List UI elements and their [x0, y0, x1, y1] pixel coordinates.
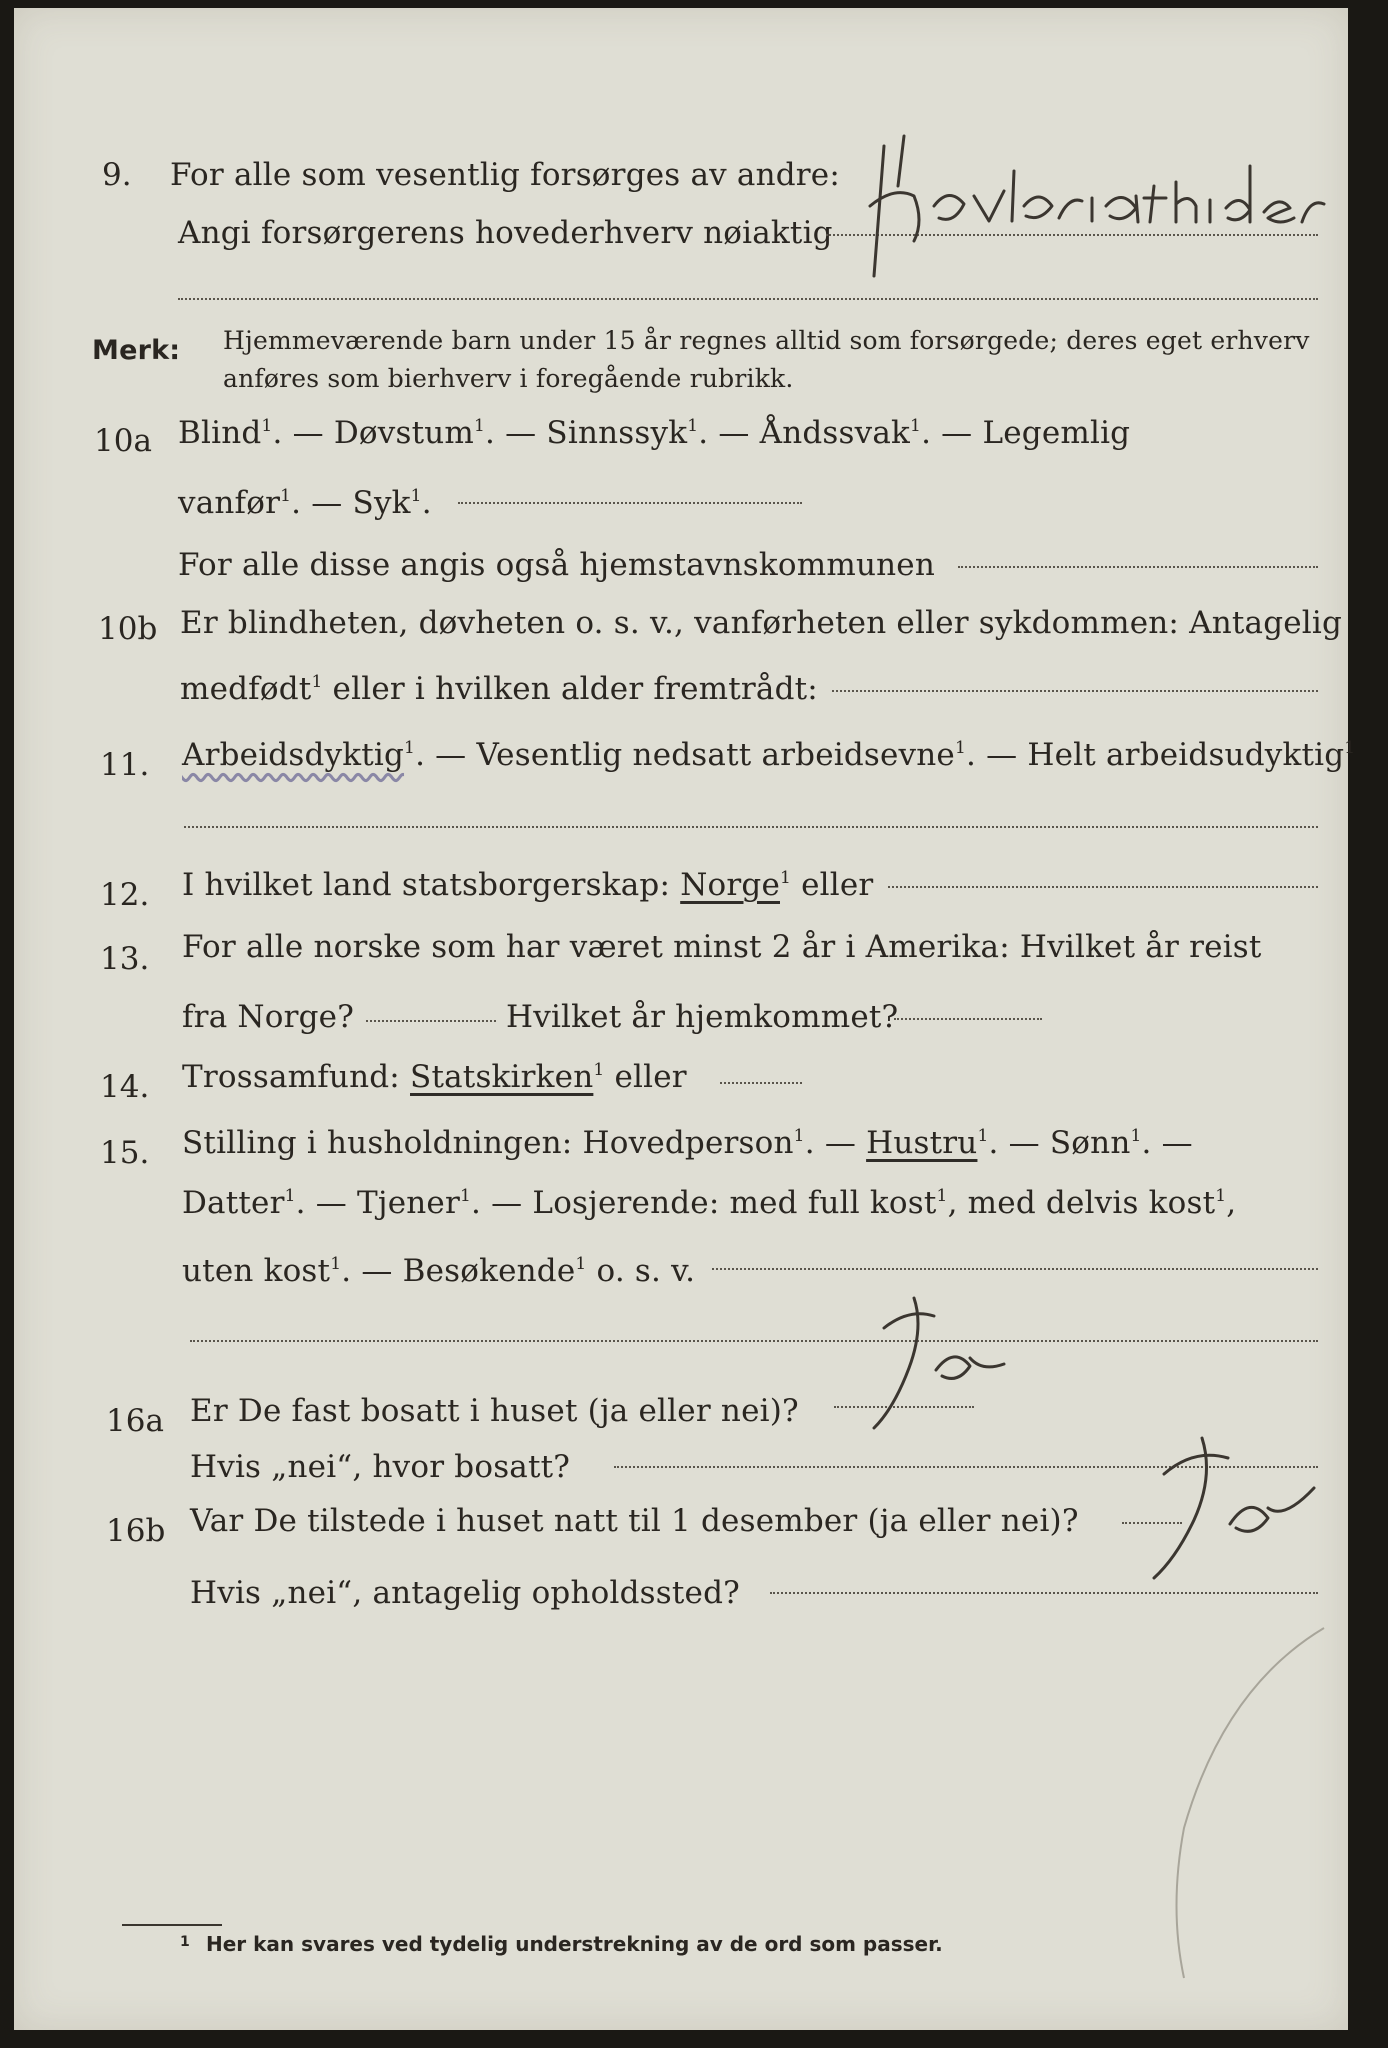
- q13-line2b: Hvilket år hjemkommet?: [506, 999, 899, 1035]
- q15-answer-line: [712, 1268, 1318, 1270]
- q10a-line2: vanfør$^1$. — Syk$^1$.: [178, 485, 432, 521]
- q9-handwritten-answer: [854, 126, 1334, 286]
- q13-reist-line: [366, 1020, 496, 1022]
- merk-text-line1: Hjemmeværende barn under 15 år regnes alltid som forsørgede; deres eget erhverv: [223, 326, 1310, 355]
- q14-underlined-statskirken: Statskirken: [410, 1059, 594, 1095]
- q10a-hjemstavn-line: [958, 566, 1318, 568]
- q16a-handwritten-answer-text: Ja: [1031, 1434, 1032, 1435]
- q16b-handwritten-answer: [1124, 1428, 1344, 1588]
- q16b-number: 16b: [106, 1513, 166, 1549]
- q11-underlined-arbeidsdyktig: Arbeidsdyktig: [182, 737, 405, 773]
- q15-line1: Stilling i husholdningen: Hovedperson$^1$. — Hustru$^1$. — Sønn$^1$. —: [182, 1125, 1193, 1161]
- census-form-page: [14, 8, 1356, 2030]
- q15-underlined-hustru: Hustru: [866, 1125, 978, 1161]
- q11-number: 11.: [100, 747, 150, 783]
- q10a-line1: Blind$^1$. — Døvstum$^1$. — Sinnssyk$^1$. — Åndssvak$^1$. — Legemlig: [178, 415, 1131, 451]
- q11-answer-line: [184, 826, 1318, 828]
- q16a-handwritten-answer: [854, 1288, 1034, 1438]
- q16b-opholdssted-line: [770, 1592, 1318, 1594]
- q15-line3: uten kost$^1$. — Besøkende$^1$ o. s. v.: [182, 1253, 696, 1289]
- merk-label: Merk:: [92, 335, 181, 366]
- footnote-rule: [122, 1924, 222, 1926]
- q9-question-line1: For alle som vesentlig forsørges av andre:: [170, 157, 840, 193]
- q10a-line3: For alle disse angis også hjemstavnskommunen: [178, 547, 935, 583]
- q13-line2a: fra Norge?: [182, 999, 355, 1035]
- q14-answer-line: [720, 1082, 802, 1084]
- q11-line: Arbeidsdyktig$^1$. — Vesentlig nedsatt arbeidsevne$^1$. — Helt arbeidsudyktig$^1$: [182, 737, 1356, 773]
- q16a-number: 16a: [106, 1403, 164, 1439]
- q12-line: I hvilket land statsborgerskap: Norge$^1$ eller: [182, 867, 874, 903]
- q10b-answer-line: [832, 690, 1318, 692]
- q12-answer-line: [888, 886, 1318, 888]
- merk-text-line2: anføres som bierhverv i foregående rubrikk.: [223, 364, 794, 393]
- footnote-mark: 1: [180, 1934, 190, 1950]
- q12-underlined-norge: Norge: [680, 867, 780, 903]
- q9-answer-line2: [178, 298, 1318, 300]
- q10b-number: 10b: [98, 611, 158, 647]
- q10a-number: 10a: [94, 423, 152, 459]
- q13-hjemkommet-line: [894, 1018, 1042, 1020]
- q16b-handwritten-answer-text: Ja: [1341, 1584, 1342, 1585]
- footnote-text: Her kan svares ved tydelig understrekning av de ord som passer.: [206, 1932, 943, 1956]
- q9-number: 9.: [102, 157, 132, 193]
- q10b-line2: medfødt$^1$ eller i hvilken alder fremtrådt:: [180, 671, 818, 707]
- q10a-answer-line: [458, 502, 802, 504]
- q10b-line1: Er blindheten, døvheten o. s. v., vanførheten eller sykdommen: Antagelig: [180, 605, 1343, 641]
- q16a-line1: Er De fast bosatt i huset (ja eller nei)?: [190, 1393, 799, 1429]
- q16b-line1: Var De tilstede i huset natt til 1 desember (ja eller nei)?: [190, 1503, 1079, 1539]
- q15-number: 15.: [100, 1135, 150, 1171]
- q13-number: 13.: [100, 941, 150, 977]
- q13-line1: For alle norske som har været minst 2 år i Amerika: Hvilket år reist: [182, 929, 1262, 965]
- q12-number: 12.: [100, 877, 150, 913]
- q14-number: 14.: [100, 1069, 150, 1105]
- q9-question-line2: Angi forsørgerens hovederhverv nøiaktig: [178, 215, 833, 251]
- q15-answer-line2: [190, 1340, 1318, 1342]
- q14-line: Trossamfund: Statskirken$^1$ eller: [182, 1059, 687, 1095]
- q15-line2: Datter$^1$. — Tjener$^1$. — Losjerende: med full kost$^1$, med delvis kost$^1$,: [182, 1185, 1237, 1221]
- pencil-mark: [1074, 1608, 1334, 1988]
- q16a-line2: Hvis „nei“, hvor bosatt?: [190, 1449, 571, 1485]
- q16b-line2: Hvis „nei“, antagelig opholdssted?: [190, 1575, 740, 1611]
